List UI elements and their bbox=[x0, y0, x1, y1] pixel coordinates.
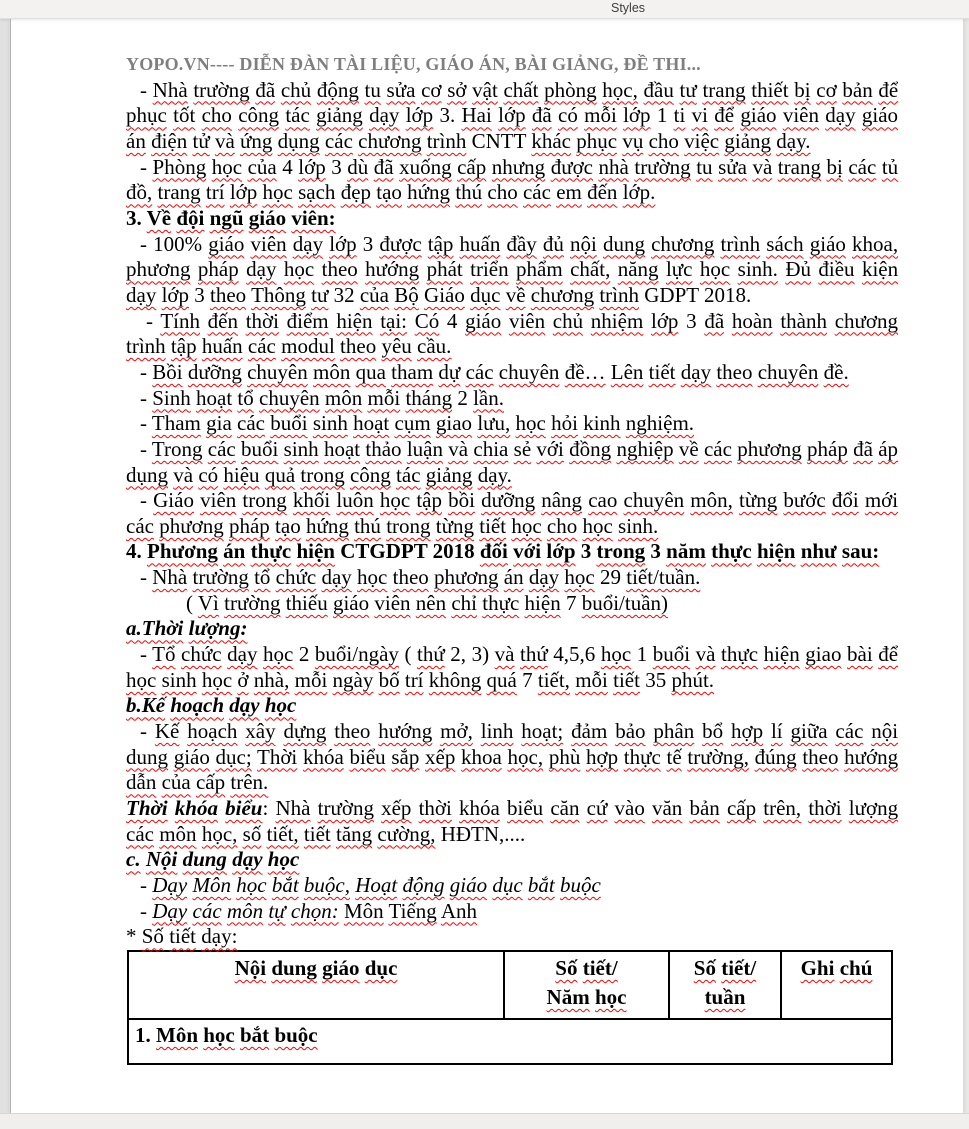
paragraph: - Kế hoạch xây dựng theo hướng mở, linh hoạt; đảm bảo phân bổ hợp lí giữa các nội dung giáo dục; Thời khóa biểu sắp xếp khoa học, phù hợp thực tế trường, đúng theo hướng dẫn của cấp trên. bbox=[126, 719, 899, 795]
table-header-ghi-chu: Ghi chú bbox=[781, 951, 892, 1019]
table-header-so-tiet-tuan: Số tiết/ tuần bbox=[669, 951, 781, 1019]
paragraphs-container bbox=[126, 78, 898, 950]
ribbon-group-label-styles: Styles bbox=[610, 1, 646, 15]
table-header-row bbox=[128, 951, 892, 1019]
paragraph: - 100% giáo viên dạy lớp 3 được tập huấn đầy đủ nội dung chương trình sách giáo khoa, phương pháp dạy học theo hướng phát triển phẩm chất, năng lực học sinh. Đủ điều kiện dạy lớp 3 theo Thông tư 32 của Bộ Giáo dục về chương trình GDPT 2018. bbox=[126, 231, 899, 307]
paragraph: - Trong các buổi sinh hoạt thảo luận và chia sẻ với đồng nghiệp về các phương pháp đã áp dụng và có hiệu quả trong công tác giảng dạy. bbox=[126, 436, 899, 487]
status-bar bbox=[0, 1113, 969, 1129]
paragraph: - Tính đến thời điểm hiện tại: Có 4 giáo viên chủ nhiệm lớp 3 đã hoàn thành chương trình tập huấn các modul theo yêu cầu. bbox=[126, 308, 898, 359]
paragraph: - Nhà trường tổ chức dạy học theo phương án dạy học 29 tiết/tuần. bbox=[140, 565, 701, 590]
paragraph: ( Vì trường thiếu giáo viên nên chỉ thực hiện 7 buổi/tuần) bbox=[186, 590, 669, 615]
paragraph: 3. Về đội ngũ giáo viên: bbox=[126, 205, 336, 230]
paragraph: 4. Phương án thực hiện CTGDPT 2018 đối với lớp 3 trong 3 năm thực hiện như sau: bbox=[126, 539, 880, 564]
paragraph: - Nhà trường đã chủ động tu sửa cơ sở vật chất phòng học, đầu tư trang thiết bị cơ bản để phục tốt cho công tác giảng dạy lớp 3. Hai lớp đã có mỗi lớp 1 ti vi để giáo viên dạy giáo án điện tử và ứng dụng các chương trình CNTT khác phục vụ cho việc giảng dạy. bbox=[126, 77, 899, 153]
paragraph: * Số tiết dạy: bbox=[126, 924, 238, 949]
ribbon-bar bbox=[0, 0, 969, 19]
paragraph: - Phòng học của 4 lớp 3 dù đã xuống cấp nhưng được nhà trường tu sửa và trang bị các tủ đồ, trang trí lớp học sạch đẹp tạo hứng thú cho các em đến lớp. bbox=[126, 154, 899, 205]
document-heading: YOPO.VN---- DIỄN ĐÀN TÀI LIỆU, GIÁO ÁN, BÀI GIẢNG, ĐỀ THI... bbox=[126, 54, 701, 74]
paragraph: Thời khóa biểu: Nhà trường xếp thời khóa biểu căn cứ vào văn bản cấp trên, thời lượng các môn học, số tiết, tiết tăng cường, HĐTN,.... bbox=[126, 796, 899, 846]
content-table bbox=[127, 950, 893, 1065]
paragraph: - Giáo viên trong khối luôn học tập bồi dưỡng nâng cao chuyên môn, từng bước đổi mới các phương pháp tạo hứng thú trong từng tiết học cho học sinh. bbox=[126, 488, 899, 538]
document-content bbox=[126, 19, 898, 1065]
paragraph: a.Thời lượng: bbox=[126, 616, 248, 641]
paragraph: - Sinh hoạt tổ chuyên môn mỗi tháng 2 lần. bbox=[140, 385, 504, 410]
document-page[interactable] bbox=[10, 19, 964, 1113]
paragraph: - Tổ chức dạy học 2 buổi/ngày ( thứ 2, 3) và thứ 4,5,6 học 1 buổi và thực hiện giao bài để học sinh học ở nhà, mỗi ngày bố trí không quá 7 tiết, mỗi tiết 35 phút. bbox=[126, 642, 899, 692]
canvas-left-margin bbox=[0, 18, 9, 1114]
table-row bbox=[128, 1019, 892, 1064]
paragraph: - Bồi dưỡng chuyên môn qua tham dự các chuyên đề… Lên tiết dạy theo chuyên đề. bbox=[140, 359, 849, 384]
paragraph: c. Nội dung dạy học bbox=[126, 847, 300, 872]
paragraph: - Dạy các môn tự chọn: Môn Tiếng Anh bbox=[140, 898, 478, 923]
paragraph: - Tham gia các buổi sinh hoạt cụm giao lưu, học hỏi kinh nghiệm. bbox=[140, 411, 695, 436]
table-header-so-tiet-nam-hoc: Số tiết/ Năm học bbox=[504, 951, 669, 1019]
table-header-noi-dung-giao-duc: Nội dung giáo dục bbox=[128, 951, 504, 1019]
paragraph: b.Kế hoạch dạy học bbox=[126, 693, 297, 718]
table-section-cell: 1. Môn học bắt buộc bbox=[128, 1019, 892, 1064]
paragraph: - Dạy Môn học bắt buộc, Hoạt động giáo dục bắt buộc bbox=[140, 873, 601, 897]
